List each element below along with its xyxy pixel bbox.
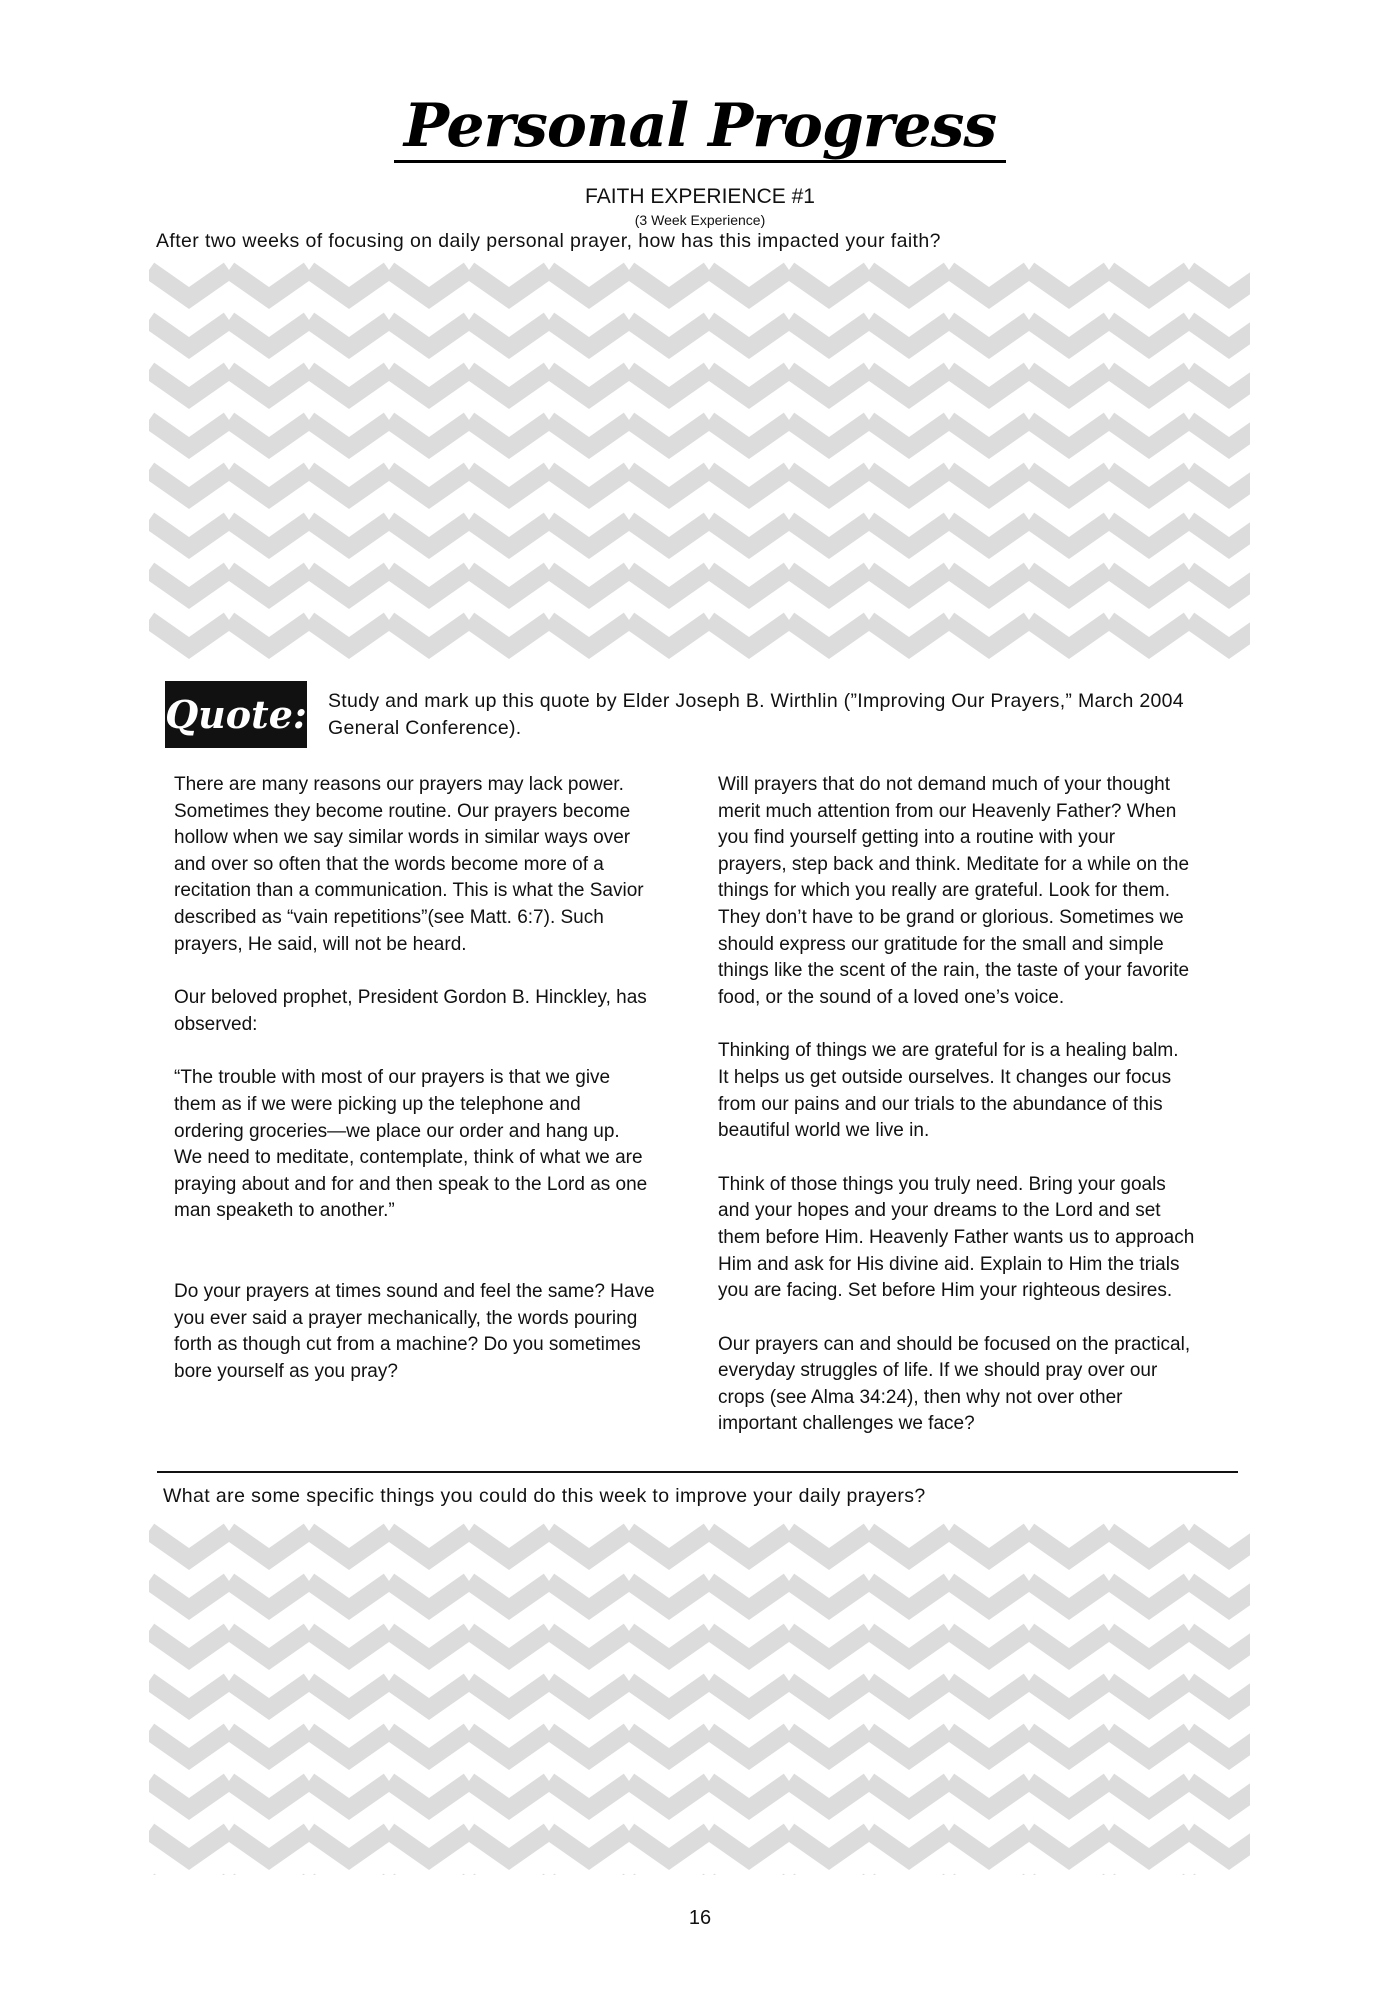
quote-paragraph: Will prayers that do not demand much of your thought merit much attention from our Heavenly Father? When you find yourself getting into a routine with your prayers, step back and think. Meditate for a while on the things for which you really are grateful. Look for them. They don’t have to be grand or glorious. Sometimes we should express our gratitude for the small and simple things like the scent of the rain, the taste of your favorite food, or the sound of a loved one’s voice. [718,774,1190,1008]
page-title-wrap [0,91,1400,163]
improve-prayers-prompt: What are some specific things you could do this week to improve your daily prayers? [163,1485,926,1507]
quote-badge-label: Quote: [165,691,307,737]
page-title: Personal Progress [394,96,1006,163]
experience-duration-note: (3 Week Experience) [634,212,766,228]
quote-column-right [718,772,1248,1438]
quote-paragraph: Our prayers can and should be focused on the practical, everyday struggles of life. If we should pray over our crops (see Alma 34:24), then why not over other important challenges we face? [718,1333,1191,1435]
page-number: 16 [688,1907,712,1929]
quote-paragraph: Thinking of things we are grateful for is a healing balm. It helps us get outside ourselves. It changes our focus from our pains and our trials to the abundance of this beautiful world we live in. [718,1040,1179,1142]
faith-impact-prompt: After two weeks of focusing on daily personal prayer, how has this impacted your faith? [156,230,941,252]
quote-column-left [174,772,704,1385]
quote-intro-text: Study and mark up this quote by Elder Joseph B. Wirthlin (”Improving Our Prayers,” March 2004 General Conference). [328,690,1184,739]
improve-prayers-answer-area[interactable] [149,1520,1250,1875]
quote-paragraph: “The trouble with most of our prayers is that we give them as if we were picking up the telephone and ordering groceries—we place our order and hang up. We need to meditate, contemplate, think of what we are praying about and for and then speak to the Lord as one man speaketh to another.” [174,1067,648,1222]
quote-badge [165,681,307,748]
quote-paragraph: Do your prayers at times sound and feel the same? Have you ever said a prayer mechanically, the words pouring forth as though cut from a machine? Do you sometimes bore yourself as you pray? [174,1280,655,1382]
section-divider [157,1471,1238,1473]
quote-paragraph: There are many reasons our prayers may lack power. Sometimes they become routine. Our prayers become hollow when we say similar words in similar ways over and over so often that the words become more of a recitation than a communication. This is what the Savior described as “vain repetitions”(see Matt. 6:7). Such prayers, He said, will not be heard. [174,774,644,955]
quote-paragraph: Our beloved prophet, President Gordon B. Hinckley, has observed: [174,987,647,1035]
quote-paragraph: Think of those things you truly need. Bring your goals and your hopes and your dreams to the Lord and set them before Him. Heavenly Father wants us to approach Him and ask for His divine aid. Explain to Him the trials you are facing. Set before Him your righteous desires. [718,1173,1195,1302]
faith-impact-answer-area[interactable] [149,259,1250,659]
faith-experience-subtitle: FAITH EXPERIENCE #1 [585,185,815,208]
